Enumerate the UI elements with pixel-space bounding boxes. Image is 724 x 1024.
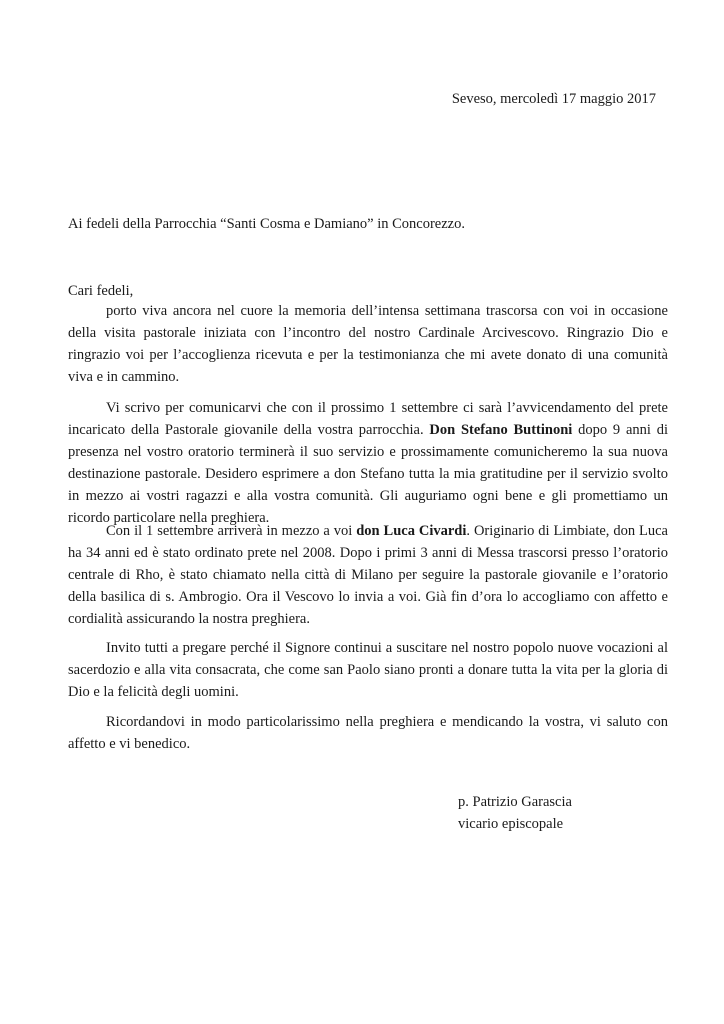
name-stefano-buttinoni: Don Stefano Buttinoni [429, 422, 573, 438]
paragraph-vocations: Invito tutti a pregare perché il Signore continui a suscitare nel nostro popolo nuove vocazioni al sacerdozio e alla vita consacrata, che come san Paolo siano pronti a donare tutta la vita per la gloria di Dio e la felicità degli uomini. [68, 640, 668, 700]
signature-title: vicario episcopale [458, 816, 564, 832]
paragraph-visit: porto viva ancora nel cuore la memoria dell’intensa settimana trascorsa con voi in occasione della visita pastorale iniziata con l’incontro del nostro Cardinale Arcivescovo. Ringrazio Dio e ringrazio voi per l’accoglienza ricevuta e per la testimonianza che mi avete donato di una comunità viva e in cammino. [68, 303, 668, 385]
paragraph-arrival-text-1: Con il 1 settembre arriverà in mezzo a voi [106, 523, 357, 539]
signature-name: p. Patrizio Garascia [458, 794, 572, 810]
letter-salutation: Cari fedeli, [68, 283, 134, 299]
paragraph-arrival-text-2: . Originario di Limbiate, don Luca ha 34 anni ed è stato ordinato prete nel 2008. Dopo i primi 3 anni di Messa trascorsi presso l’oratorio centrale di Rho, è stato chiamato nella città di Milano per seguire la pastorale giovanile e l’oratorio della basilica di s. Ambrogio. Ora il Vescovo lo invia a voi. Già fin d’ora lo accogliamo con affetto e cordialità assicurando la nostra preghiera. [68, 523, 668, 627]
paragraph-arrival [68, 520, 668, 630]
paragraph-closing: Ricordandovi in modo particolarissimo nella preghiera e mendicando la vostra, vi saluto con affetto e vi benedico. [68, 714, 668, 752]
paragraph-departure-text-1: Vi scrivo per comunicarvi che con il prossimo 1 settembre ci sarà l’avvicendamento del prete incaricato della Pastorale giovanile della vostra parrocchia. [68, 400, 668, 438]
letter-recipient: Ai fedeli della Parrocchia “Santi Cosma e Damiano” in Concorezzo. [68, 216, 465, 232]
paragraph-departure-text-2: dopo 9 anni di presenza nel vostro oratorio terminerà il suo servizio e prossimamente comunicheremo la sua nuova destinazione pastorale. Desidero esprimere a don Stefano tutta la mia gratitudine per il servizio svolto in mezzo ai vostri ragazzi e alla vostra comunità. Gli auguriamo ogni bene e gli promettiamo un ricordo particolare nella preghiera. [68, 422, 668, 526]
name-luca-civardi: don Luca Civardi [356, 523, 467, 539]
signature-block [458, 791, 572, 835]
paragraph-departure [68, 397, 668, 529]
letter-date: Seveso, mercoledì 17 maggio 2017 [451, 91, 656, 107]
